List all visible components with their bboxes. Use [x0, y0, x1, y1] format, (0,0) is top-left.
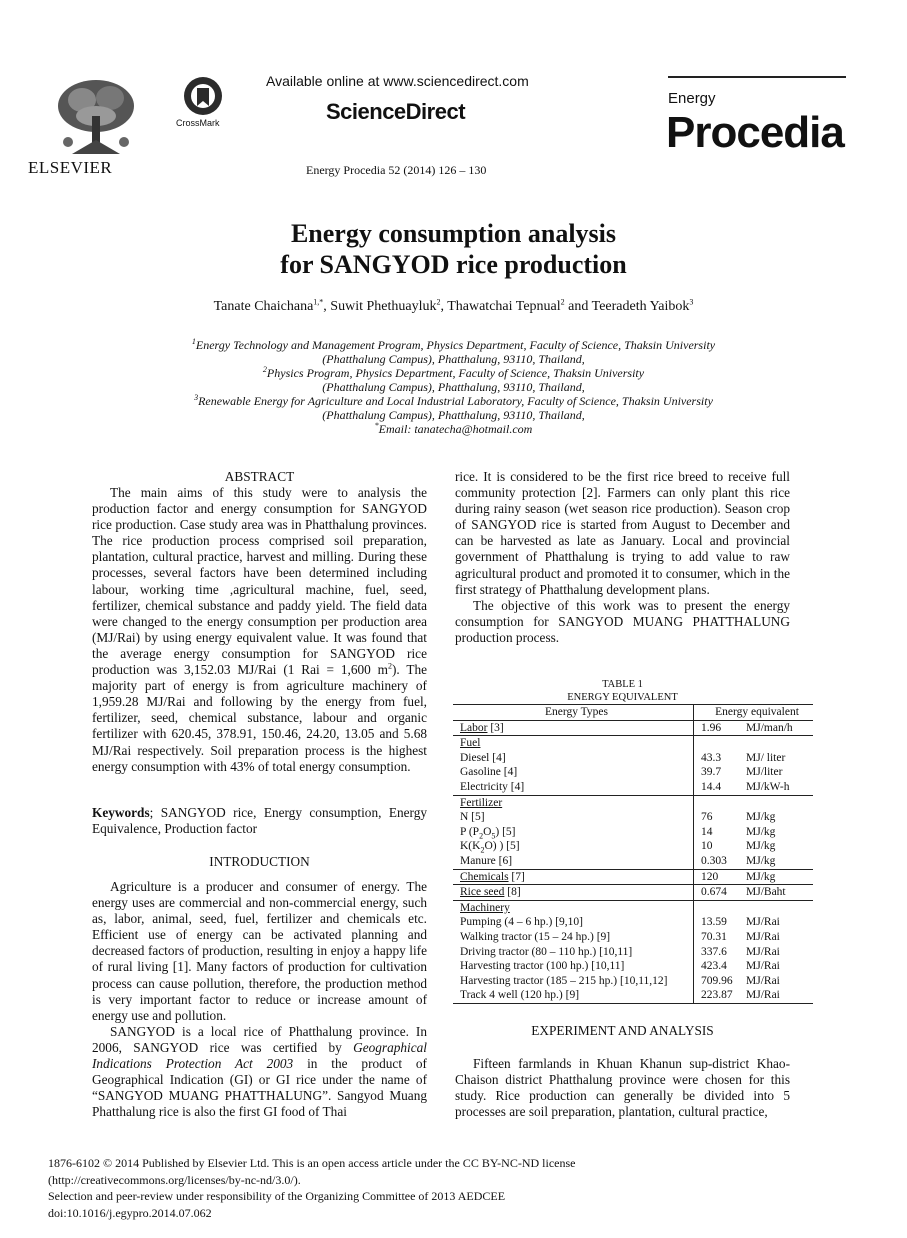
row-unit: MJ/kg: [739, 869, 813, 885]
footer-license-link[interactable]: (http://creativecommons.org/licenses/by-nc-nd/3.0/).: [48, 1172, 301, 1187]
table-title: ENERGY EQUIVALENT: [567, 692, 678, 703]
rice-seed-ref: [8]: [504, 886, 521, 899]
affiliation-line: Energy Technology and Management Program, Physics Department, Faculty of Science, Thaksin University: [195, 338, 716, 352]
introduction-body: [92, 879, 427, 1120]
row-label: N [5]: [453, 810, 694, 825]
row-unit: MJ/Rai: [746, 930, 780, 943]
machinery-label: Machinery: [460, 901, 510, 914]
row-value: 709.96: [701, 974, 733, 987]
intro-p2-text-a: SANGYOD is a local rice of Phatthalung province. In 2006, SANGYOD rice was certified by: [92, 1023, 427, 1055]
fertilizer-label: Fertilizer: [460, 796, 503, 809]
abstract-text-1: The main aims of this study were to analysis the production factor and energy consumption for SANGYOD rice production. Case study area was in Phatthalung provinces. The rice production process comprised soil preparation, plantation, cultural practice, harvest and milling. During these processes, several factors have been determined including labour, working time ,agricultural machine, fuel, seed, fertilizer, chemical substance and paddy yield. The field data were changed to the energy consumption per production area (MJ/Rai) by using energy equivalent value. It was found that the average energy consumption for SANGYOD rice production was 3,152.03 MJ/Rai (1 Rai = 1,600 m: [92, 485, 427, 678]
row-label: Manure [6]: [453, 854, 694, 869]
chemicals-label: Chemicals: [460, 870, 509, 883]
rice-seed-label: Rice seed: [460, 886, 505, 899]
email-text: Email: tanatecha@hotmail.com: [378, 422, 533, 436]
row-label: Harvesting tractor (185 – 215 hp.) [10,11,12]: [453, 974, 694, 989]
table-row: [453, 720, 813, 736]
author-separator: ,: [440, 299, 448, 314]
row-value: 120: [694, 869, 740, 885]
right-paragraph-2: The objective of this work was to present the energy consumption for SANGYOD MUANG PHATTHALUNG production process.: [455, 597, 790, 645]
k-label-a: K(K: [460, 840, 481, 853]
abstract-text-2: ). The majority part of energy is from agriculture machinery of 1,959.28 MJ/Rai and following by the energy from fuel, fertilizer, seed, chemical substance, labour and organic fertilizer with 620.45, 378.91, 150.46, 24.20, 13.05 and 5.68 MJ/Rai respectively. Soil preparation process is the highest energy consumption with 43% of total energy consumption.: [92, 662, 427, 774]
row-unit: MJ/kg: [746, 854, 776, 867]
row-unit: MJ/Rai: [746, 945, 780, 958]
table-row: [453, 930, 813, 945]
row-value: 0.303: [701, 854, 727, 867]
author-sup: 2: [560, 297, 565, 307]
empty-cell: [694, 795, 740, 810]
abstract-heading: ABSTRACT: [224, 469, 295, 484]
publisher-name: ELSEVIER: [28, 158, 113, 177]
table-row: [453, 988, 813, 1003]
experiment-body: [455, 1056, 790, 1120]
k-label-b: O) ) [5]: [484, 840, 520, 853]
right-paragraph-1: rice. It is considered to be the first rice breed to receive full community protection [2]. Farmers can only plant this rice during rainy season (wet season rice production). Season crop of SANGYOD rice is started from August to December and can be harvested as late as January. Local and provincial government of Phatthalung is trying to add value to raw agricultural product and promoted it to consumer, which in the first strategy of Phatthalung development plans.: [455, 469, 790, 597]
author-sup: 2: [436, 297, 441, 307]
group-label: [453, 900, 694, 915]
empty-cell: [739, 900, 813, 915]
empty-cell: [694, 900, 740, 915]
p-sub-2: 5: [491, 831, 496, 841]
row-label: Driving tractor (80 – 110 hp.) [10,11]: [453, 945, 694, 960]
row-label: [453, 869, 694, 885]
table-row: [453, 810, 813, 825]
affiliation-sup: 1: [191, 337, 196, 346]
row-unit: MJ/Rai: [746, 916, 780, 929]
introduction-heading: INTRODUCTION: [209, 854, 310, 869]
title-line-2: for SANGYOD rice production: [280, 250, 627, 279]
labor-label: Labor: [460, 721, 488, 734]
intro-paragraph-1: Agriculture is a producer and consumer of energy. The energy uses are commercial and non-commercial energy, such as, labor, animal, seed, fuel, fertilizer and chemicals etc. Efficient use of energy can be activated planning and decreased factors of production, resulting in enjoy a happy life of rural living [1]. Many factors of production for cultivation process can cause pollution, therefore, the production method is very important factor to reduce or increase amount of energy use and pollution.: [92, 879, 427, 1023]
p-label-b: O: [483, 825, 492, 838]
col-header-energy-types: Energy Types: [453, 705, 694, 721]
table-row: [453, 839, 813, 854]
row-unit: MJ/Baht: [739, 885, 813, 901]
intro-p2-text-b: in the product of Geographical Indication (GI) or GI rice under the name of “SANGYOD MUANG PHATTHALUNG”. Sangyod Muang Phatthalung rice is also the first GI food of Thai: [92, 1056, 427, 1120]
row-unit: MJ/kW-h: [746, 780, 790, 793]
table-row: [453, 900, 813, 915]
row-value: 223.87: [701, 989, 733, 1002]
affiliation-sup: 3: [194, 393, 199, 402]
row-value: 76: [701, 811, 713, 824]
journal-logo-top: Energy: [668, 90, 716, 107]
intro-paragraph-2: [92, 1024, 427, 1121]
affiliations: [0, 338, 907, 436]
footer-license: 1876-6102 © 2014 Published by Elsevier Ltd. This is an open access article under the CC BY-NC-ND license: [48, 1156, 576, 1170]
table-row: [453, 869, 813, 885]
row-label: Walking tractor (15 – 24 hp.) [9]: [453, 930, 694, 945]
row-label: [453, 839, 694, 854]
labor-ref: [3]: [490, 721, 504, 734]
row-value: 1.96: [701, 721, 722, 734]
table-row: [453, 751, 813, 766]
affiliation-sup: 2: [262, 365, 267, 374]
affiliation-line: Physics Program, Physics Department, Faculty of Science, Thaksin University: [266, 366, 645, 380]
journal-citation: Energy Procedia 52 (2014) 126 – 130: [306, 163, 487, 177]
row-label: Electricity [4]: [453, 780, 694, 795]
row-unit: MJ/Rai: [746, 974, 780, 987]
footer-review: Selection and peer-review under responsibility of the Organizing Committee of 2013 AEDCEE: [48, 1189, 506, 1203]
table-row: [453, 915, 813, 930]
abstract-body: [92, 485, 427, 775]
table-caption: [455, 678, 790, 704]
keywords-label: Keywords: [92, 805, 150, 820]
table-row: [453, 736, 813, 751]
author-separator: ,: [323, 299, 331, 314]
table-row: [453, 765, 813, 780]
row-unit: MJ/Rai: [746, 960, 780, 973]
row-label: Gasoline [4]: [453, 765, 694, 780]
row-value: 14: [701, 825, 713, 838]
row-value: 43.3: [701, 751, 722, 764]
table-row: [453, 885, 813, 901]
affiliation-2-cont: (Phatthalung Campus), Phatthalung, 93110, Thailand,: [322, 380, 585, 394]
author-sup: 1,*: [313, 297, 324, 307]
author-name: Suwit Phethuayluk: [330, 299, 437, 314]
table-row: [453, 974, 813, 989]
p-sub-1: 2: [479, 831, 484, 841]
empty-cell: [694, 736, 740, 751]
row-label: [453, 885, 694, 901]
keywords-text: ; SANGYOD rice, Energy consumption, Energy Equivalence, Production factor: [92, 805, 427, 837]
row-value: 14.4: [701, 780, 722, 793]
row-label: [453, 825, 694, 840]
experiment-paragraph-1: Fifteen farmlands in Khuan Khanun sup-district Khao-Chaison district Phatthalung province were chosen for this study. Rice production can generally be divided into 5 processes are soil preparation, plantation, cultural practice,: [455, 1056, 790, 1120]
row-unit: MJ/liter: [746, 766, 783, 779]
empty-cell: [739, 736, 813, 751]
header-rule: [668, 76, 846, 78]
p-label-a: P (P: [460, 825, 480, 838]
k-sub-1: 2: [480, 845, 485, 855]
table-number: TABLE 1: [602, 679, 643, 690]
p-label-c: ) [5]: [495, 825, 516, 838]
energy-equivalent-table: [453, 704, 813, 1004]
crossmark-icon[interactable]: [181, 76, 225, 120]
paper-title: [0, 218, 907, 280]
row-value: 337.6: [701, 945, 727, 958]
group-label: [453, 795, 694, 810]
row-value: 0.674: [694, 885, 740, 901]
title-line-1: Energy consumption analysis: [290, 219, 617, 248]
row-unit: MJ/ liter: [746, 751, 786, 764]
affiliation-1-cont: (Phatthalung Campus), Phatthalung, 93110, Thailand,: [322, 352, 585, 366]
crossmark-label: CrossMark: [176, 118, 220, 128]
affiliation-3: [0, 394, 907, 408]
row-unit: MJ/kg: [746, 811, 776, 824]
affiliation-1: [0, 338, 907, 352]
abstract-sup: 2: [387, 661, 392, 671]
email-sup: *: [374, 421, 379, 430]
chemicals-ref: [7]: [508, 870, 525, 883]
table-row: [453, 780, 813, 795]
right-column-text: [455, 469, 790, 646]
empty-cell: [739, 795, 813, 810]
row-unit: MJ/man/h: [746, 721, 793, 734]
author-name: Tanate Chaichana: [213, 299, 314, 314]
affiliation-2: [0, 366, 907, 380]
row-label: Diesel [4]: [453, 751, 694, 766]
row-label: Track 4 well (120 hp.) [9]: [453, 988, 694, 1003]
footer-doi[interactable]: doi:10.1016/j.egypro.2014.07.062: [48, 1205, 212, 1220]
row-value: 70.31: [701, 930, 727, 943]
row-value: 10: [701, 840, 713, 853]
group-label: [453, 736, 694, 751]
journal-logo-name: Procedia: [666, 108, 844, 157]
author-list: [0, 299, 907, 315]
row-value: 39.7: [701, 766, 722, 779]
table-row: [453, 945, 813, 960]
corresponding-email[interactable]: [0, 422, 907, 436]
row-unit: MJ/kg: [746, 825, 776, 838]
table-row: [453, 959, 813, 974]
table-header-row: [453, 705, 813, 721]
row-unit: MJ/kg: [746, 840, 776, 853]
keywords: [92, 805, 427, 837]
footer: [48, 1155, 575, 1221]
author-and: and: [564, 299, 592, 314]
row-value: 423.4: [701, 960, 727, 973]
row-value: 13.59: [701, 916, 727, 929]
table-row: [453, 795, 813, 810]
available-online[interactable]: Available online at www.sciencedirect.com: [266, 73, 529, 89]
sciencedirect-logo: ScienceDirect: [326, 99, 466, 124]
intro-p2-italic: Geographical Indications Protection Act 2003: [92, 1039, 427, 1072]
affiliation-3-cont: (Phatthalung Campus), Phatthalung, 93110, Thailand,: [322, 408, 585, 422]
author-name: Teeradeth Yaibok: [591, 299, 690, 314]
table-row: [453, 825, 813, 840]
author-name: Thawatchai Tepnual: [447, 299, 561, 314]
fuel-label: Fuel: [460, 737, 481, 750]
row-label: [453, 720, 694, 736]
experiment-heading: EXPERIMENT AND ANALYSIS: [531, 1023, 714, 1038]
affiliation-line: Renewable Energy for Agriculture and Local Industrial Laboratory, Faculty of Science, Thaksin University: [198, 394, 713, 408]
row-label: Harvesting tractor (100 hp.) [10,11]: [453, 959, 694, 974]
table-row: [453, 854, 813, 869]
elsevier-tree-logo: [52, 76, 140, 156]
author-sup: 3: [689, 297, 694, 307]
row-unit: MJ/Rai: [746, 989, 780, 1002]
col-header-energy-equivalent: Energy equivalent: [694, 705, 814, 721]
row-label: Pumping (4 – 6 hp.) [9,10]: [453, 915, 694, 930]
